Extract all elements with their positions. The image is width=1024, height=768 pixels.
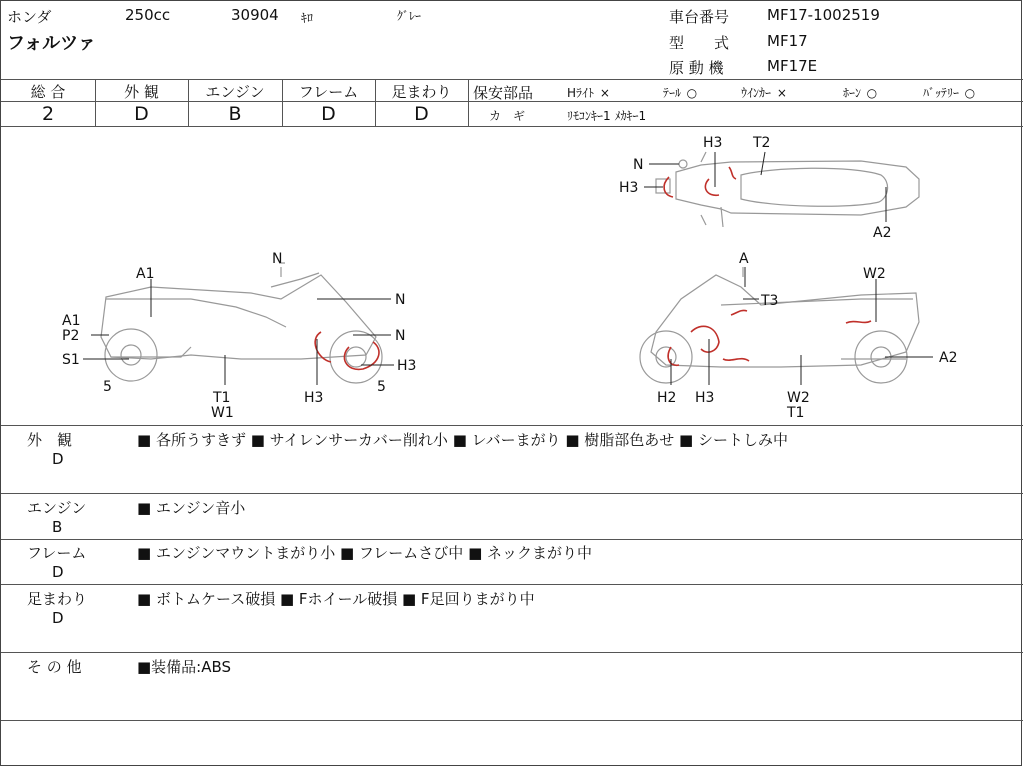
diagram-label: A2 [873,225,892,241]
diagram-label: N [395,328,406,344]
mileage: 30904 [231,6,279,24]
diagram-label: N [633,157,644,173]
cross-icon: × [776,86,787,100]
section-exterior-label: 外 観 [27,431,73,449]
grade-frame-label: フレーム [298,83,359,101]
diagram-label: N [395,292,406,308]
grade-overall-label: 総 合 [30,83,66,101]
section-engine-grade: B [52,518,63,536]
diagram-label: H3 [695,390,715,406]
diagram-label: H3 [703,135,723,151]
section-frame-text: ■ エンジンマウントまがり小 ■ フレームさび中 ■ ネックまがり中 [137,544,593,562]
diagram-label: H3 [619,180,639,196]
circle-icon: ○ [964,86,976,100]
damage-diagram [1,127,1023,425]
grade-frame-value: D [321,103,336,125]
displacement: 250cc [125,6,171,24]
diagram-label: W1 [211,405,234,421]
circle-icon: ○ [866,86,878,100]
diagram-label: T1 [213,390,231,406]
diagram-label: 5 [103,379,112,395]
grade-suspension-value: D [414,103,429,125]
color: ｸﾞﾚｰ [397,9,422,23]
grade-overall-value: 2 [41,103,55,125]
diagram-label: A1 [62,313,81,329]
grade-engine-label: エンジン [205,83,265,101]
circle-icon: ○ [686,86,698,100]
section-engine-label: エンジン [27,499,87,517]
section-other-text: ■装備品:ABS [137,658,232,676]
safety-title: 保安部品 [473,84,534,102]
grade-engine-value: B [228,103,242,125]
diagram-label: A1 [136,266,155,282]
diagram-label: A [739,251,749,267]
section-suspension-text: ■ ボトムケース破損 ■ Fホイール破損 ■ F足回りまがり中 [137,590,535,608]
diagram-label: N [272,251,283,267]
section-frame-grade: D [52,563,64,581]
diagram-label: P2 [62,328,80,344]
section-frame-label: フレーム [27,544,87,562]
type-value: MF17 [767,32,808,50]
safety-headlight: Hﾗｲﾄ × [567,86,610,100]
frame-no: MF17-1002519 [767,6,880,24]
diagram-label: H3 [304,390,324,406]
engine-value: MF17E [767,57,818,75]
section-engine-text: ■ エンジン音小 [137,499,246,517]
diagram-label: W2 [787,390,810,406]
section-exterior-grade: D [52,450,64,468]
diagram-label: H3 [397,358,417,374]
diagram-label: 5 [377,379,386,395]
safety-battery: ﾊﾞｯﾃﾘｰ ○ [923,86,976,100]
grade-exterior-value: D [134,103,149,125]
key-value: ﾘﾓｺﾝｷｰ1 ﾒｶｷｰ1 [567,109,647,123]
section-suspension-label: 足まわり [27,590,88,608]
section-other-label: そ の 他 [27,658,82,676]
safety-horn: ﾎｰﾝ ○ [843,86,878,100]
section-exterior-text: ■ 各所うすきず ■ サイレンサーカバー削れ小 ■ レバーまがり ■ 樹脂部色あせ ■ シートしみ中 [137,431,789,449]
type-label: 型 式 [669,34,730,52]
safety-tail: ﾃｰﾙ ○ [663,86,698,100]
model-name: フォルツァ [7,33,96,54]
frame-no-label: 車台番号 [669,8,730,26]
diagram-label: T3 [761,293,779,309]
diagram-label: S1 [62,352,80,368]
safety-winker: ｳｲﾝｶｰ × [741,86,787,100]
key-label: カ ギ [489,109,526,123]
grade-exterior-label: 外 観 [124,83,159,101]
maker: ホンダ [7,8,52,26]
section-suspension-grade: D [52,609,64,627]
diagram-label: W2 [863,266,886,282]
grade-suspension-label: 足まわり [391,83,452,101]
cross-icon: × [599,86,610,100]
diagram-label: H2 [657,390,677,406]
diagram-label: T2 [753,135,771,151]
engine-label: 原 動 機 [669,59,724,77]
mileage-unit: ｷﾛ [301,11,314,25]
diagram-label: T1 [787,405,805,421]
diagram-label: A2 [939,350,958,366]
